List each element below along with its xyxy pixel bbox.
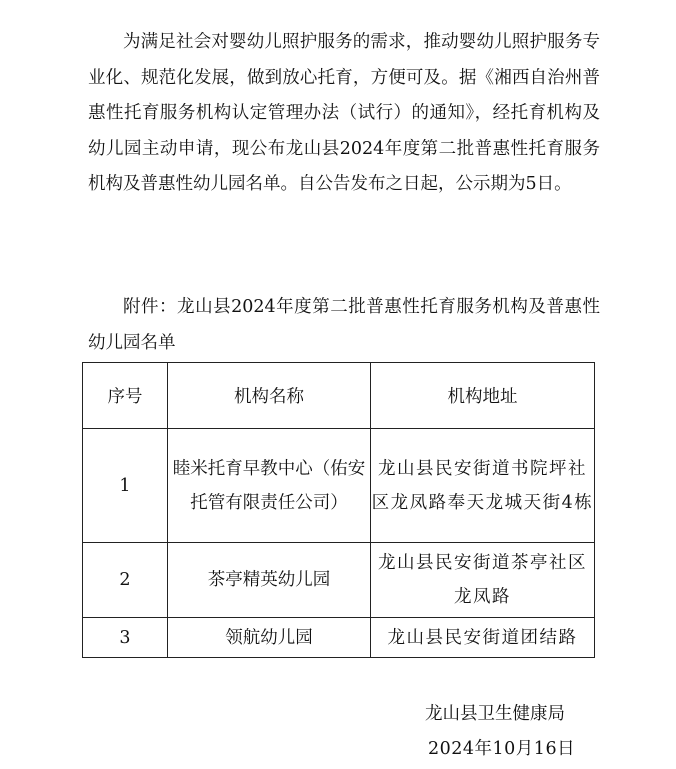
header-address: 机构地址 bbox=[371, 363, 595, 429]
attachment-line: 附件：龙山县2024年度第二批普惠性托育服务机构及普惠性幼儿园名单 bbox=[88, 297, 600, 353]
row-address: 龙山县民安街道书院坪社区龙凤路奉天龙城天街4栋 bbox=[371, 429, 595, 543]
table-row bbox=[83, 618, 595, 658]
row-address: 龙山县民安街道团结路 bbox=[371, 618, 595, 658]
row-serial: 1 bbox=[83, 429, 168, 543]
notice-intro-paragraph: 为满足社会对婴幼儿照护服务的需求，推动婴幼儿照护服务专业化、规范化发展，做到放心托育，方便可及。据《湘西自治州普惠性托育服务机构认定管理办法（试行）的通知》，经托育机构及幼儿园主动申请，现公布龙山县2024年度第二批普惠性托育服务机构及普惠性幼儿园名单。自公告发布之日起，公示期为5日。 bbox=[88, 32, 600, 194]
row-name: 茶亭精英幼儿园 bbox=[168, 543, 371, 618]
row-serial: 2 bbox=[83, 543, 168, 618]
row-name: 领航幼儿园 bbox=[168, 618, 371, 658]
row-name: 睦米托育早教中心（佑安托管有限责任公司） bbox=[168, 429, 371, 543]
table-row bbox=[83, 429, 595, 543]
table-header-row bbox=[83, 363, 595, 429]
issuer-name: 龙山县卫生健康局 bbox=[425, 704, 565, 724]
issue-date: 2024年10月16日 bbox=[428, 739, 576, 759]
institution-table bbox=[82, 362, 595, 658]
row-address: 龙山县民安街道茶亭社区龙凤路 bbox=[371, 543, 595, 618]
header-name: 机构名称 bbox=[168, 363, 371, 429]
header-serial: 序号 bbox=[83, 363, 168, 429]
row-serial: 3 bbox=[83, 618, 168, 658]
table-row bbox=[83, 543, 595, 618]
